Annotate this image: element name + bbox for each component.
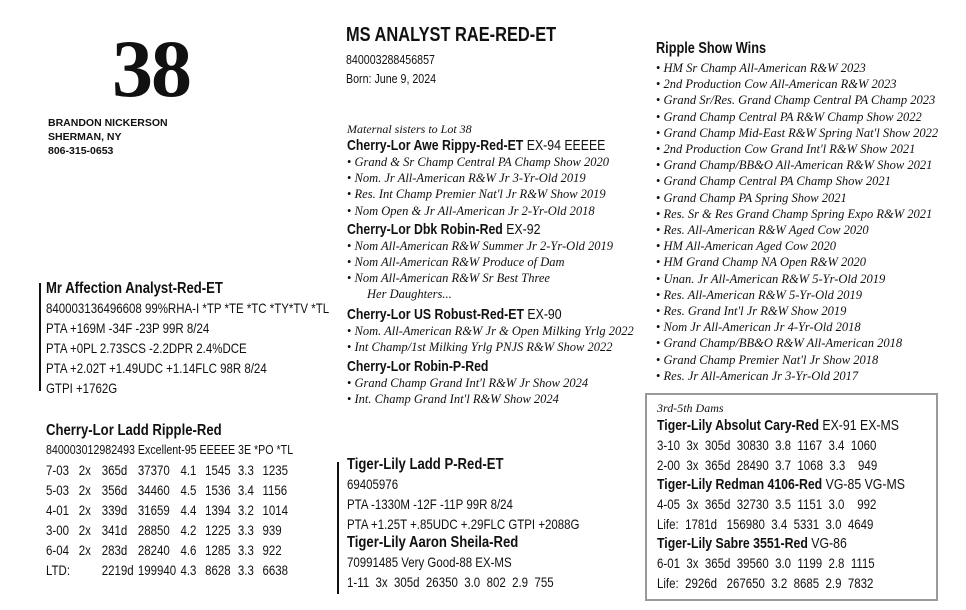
lactation-cell: 1235 [262, 462, 289, 478]
win-item: • Nom All-American R&W Summer Jr 2-Yr-Old 2019 [347, 239, 614, 253]
lactation-cell: 2x [78, 522, 91, 538]
win-item: • Grand Champ Grand Int'l R&W Jr Show 2024 [347, 376, 589, 390]
lactation-row [46, 480, 295, 500]
win-item: • Grand Sr/Res. Grand Champ Central PA Champ 2023 [656, 93, 936, 108]
mgd-dam-name: Tiger-Lily Aaron Sheila-Red [347, 534, 519, 551]
consignor-phone: 806-315-0653 [48, 145, 114, 157]
lactation-cell: 1536 [205, 482, 231, 498]
lactation-cell: 365d [101, 462, 128, 478]
lactation-cell [79, 560, 102, 580]
mgd-dam-line: 1-11 3x 305d 26350 3.0 802 2.9 755 [347, 574, 554, 590]
sister-name: Cherry-Lor Awe Rippy-Red-ET EX-94 EEEEE [347, 137, 606, 154]
dam-info: 840003012982493 Excellent-95 EEEEE 3E *PO *TL [46, 442, 294, 457]
mgd-bracket-line [337, 462, 339, 594]
win-item: • 2nd Production Cow Grand Int'l R&W Show 2021 [656, 142, 916, 157]
lactation-cell: 3.3 [237, 462, 254, 478]
mgd-block [347, 456, 579, 592]
lactation-cell: 939 [262, 522, 282, 538]
lactation-cell: 4.5 [180, 482, 197, 498]
sister-wins-list [347, 154, 662, 219]
sister-4 [347, 358, 588, 407]
win-item: • Grand Champ Central PA R&W Champ Show 2022 [656, 109, 922, 124]
win-item: • Int Champ/1st Milking Yrlg PNJS R&W Show 2022 [347, 340, 613, 355]
lactation-cell: 4.2 [180, 522, 197, 538]
lactation-cell: 4.6 [180, 542, 197, 558]
animal-registration: 840003288456857 [346, 52, 435, 67]
lactation-cell: 37370 [137, 462, 170, 478]
win-item: • Unan. Jr All-American R&W 5-Yr-Old 2019 [656, 271, 886, 286]
sister-1 [347, 137, 662, 219]
lactation-cell: 3-00 [46, 522, 69, 538]
dam-entry-name: Tiger-Lily Sabre 3551-Red VG-86 [657, 535, 847, 552]
lactation-cell: 3.4 [237, 482, 254, 498]
ripple-wins-list [656, 60, 938, 384]
dam-entry-record: Life: 2926d 267650 3.2 8685 2.9 7832 [657, 574, 874, 591]
lactation-cell: 7-03 [46, 462, 69, 478]
lactation-cell: 1014 [262, 502, 289, 518]
sister-wins-list [347, 238, 613, 287]
mgd-sire-line: 69405976 [347, 476, 399, 492]
sire-bracket-line [39, 283, 41, 391]
dam-name: Cherry-Lor Ladd Ripple-Red [46, 422, 222, 439]
dam-entry-record: 4-05 3x 365d 32730 3.5 1151 3.0 992 [657, 496, 877, 512]
mgd-sire-name: Tiger-Lily Ladd P-Red-ET [347, 456, 504, 473]
lactation-cell: 2x [78, 462, 91, 478]
lactation-row [46, 500, 295, 520]
lactation-cell: 3.3 [237, 522, 254, 538]
lactation-cell: 2219d [101, 562, 134, 578]
lactation-cell: 922 [262, 542, 282, 558]
animal-name: MS ANALYST RAE-RED-ET [346, 24, 557, 46]
sister-2 [347, 221, 613, 302]
sire-line: PTA +2.02T +1.49UDC +1.14FLC 98R 8/24 [46, 360, 267, 376]
lactation-row [46, 560, 295, 580]
maternal-sisters-heading: Maternal sisters to Lot 38 [347, 122, 472, 136]
daughters-label: Her Daughters... [367, 286, 452, 301]
lactation-cell: 1156 [262, 482, 288, 498]
mgd-sire-line: PTA -1330M -12F -11P 99R 8/24 [347, 496, 513, 512]
win-item: • Res. Int Champ Premier Nat'l Jr R&W Show 2019 [347, 187, 606, 202]
lot-number: 38 [112, 23, 190, 114]
win-item: • HM All-American Aged Cow 2020 [656, 239, 836, 254]
lactation-cell: 3.3 [237, 542, 254, 558]
sister-name: Cherry-Lor Dbk Robin-Red EX-92 [347, 221, 541, 238]
ripple-wins-title: Ripple Show Wins [656, 40, 767, 57]
win-item: • Res. Sr & Res Grand Champ Spring Expo R&W 2021 [656, 206, 933, 221]
win-item: • Res. All-American R&W 5-Yr-Old 2019 [656, 287, 862, 302]
lactation-cell: 2x [78, 502, 91, 518]
lactation-cell: 283d [101, 542, 128, 558]
animal-birthdate: Born: June 9, 2024 [346, 71, 437, 86]
dam-entry-record: 3-10 3x 305d 30830 3.8 1167 3.4 1060 [657, 437, 877, 453]
lactation-cell: 1545 [205, 462, 231, 478]
sister-3 [347, 306, 634, 355]
lactation-cell: 4.1 [180, 462, 197, 478]
lactation-cell: 3.3 [237, 562, 254, 578]
dam-entry-record: 2-00 3x 365d 28490 3.7 1068 3.3 949 [657, 456, 878, 473]
win-item: • Nom All-American R&W Sr Best Three [347, 271, 550, 286]
dam-block [46, 422, 295, 580]
lactation-row [46, 540, 295, 560]
lactation-cell: 199940 [137, 562, 177, 578]
consignor-name: BRANDON NICKERSON [48, 117, 168, 129]
dam-entry-record: 6-01 3x 365d 39560 3.0 1199 2.8 1115 [657, 555, 875, 571]
dam-entry-name: Tiger-Lily Redman 4106-Red VG-85 VG-MS [657, 476, 905, 493]
lactation-cell: 6-04 [46, 542, 69, 558]
win-item: • Nom Open & Jr All-American Jr 2-Yr-Old 2018 [347, 203, 595, 218]
dam-entry-name: Tiger-Lily Absolut Cary-Red EX-91 EX-MS [657, 417, 899, 434]
sister-wins-list [347, 323, 634, 355]
win-item: • Grand Champ/BB&O All-American R&W Show 2021 [656, 158, 933, 173]
win-item: • Res. Jr All-American Jr 3-Yr-Old 2017 [656, 368, 859, 383]
sire-line: PTA +0PL 2.73SCS -2.2DPR 2.4%DCE [46, 340, 247, 356]
lactation-cell: 341d [101, 522, 128, 538]
sire-name: Mr Affection Analyst-Red-ET [46, 280, 223, 297]
sire-line: GTPI +1762G [46, 380, 118, 396]
sister-name: Cherry-Lor Robin-P-Red [347, 358, 489, 375]
lactation-cell: 2x [78, 542, 91, 558]
lactation-cell: 28240 [137, 542, 170, 558]
win-item: • Nom. All-American R&W Jr & Open Milking Yrlg 2022 [347, 324, 634, 338]
ripple-show-wins [656, 40, 938, 384]
lactation-cell: 6638 [262, 562, 289, 578]
dams-box [645, 393, 938, 601]
dam-entry-record: Life: 1781d 156980 3.4 5331 3.0 4649 [657, 515, 874, 532]
win-item: • Res. Grand Int'l Jr R&W Show 2019 [656, 304, 847, 319]
consignor-info [48, 116, 168, 158]
dam-lactation-table [46, 460, 295, 580]
lactation-cell: 1394 [205, 502, 231, 518]
sire-block [46, 280, 329, 398]
win-item: • Nom Jr All-American Jr 4-Yr-Old 2018 [656, 320, 861, 335]
dams-box-content [657, 401, 959, 593]
lactation-cell: 1225 [205, 522, 231, 538]
win-item: • Nom. Jr All-American R&W Jr 3-Yr-Old 2019 [347, 171, 586, 186]
lactation-row [46, 460, 295, 480]
lactation-cell: 4.4 [180, 502, 197, 518]
dam-entry [657, 416, 905, 593]
win-item: • Nom All-American R&W Produce of Dam [347, 255, 565, 270]
lactation-cell: LTD: [46, 562, 71, 578]
win-item: • Grand Champ PA Spring Show 2021 [656, 190, 847, 205]
win-item: • Grand Champ Central PA Champ Show 2021 [656, 174, 891, 189]
consignor-location: SHERMAN, NY [48, 131, 122, 143]
win-item: • Res. All-American R&W Aged Cow 2020 [656, 223, 869, 238]
sister-name: Cherry-Lor US Robust-Red-ET EX-90 [347, 306, 562, 323]
win-item: • Grand Champ Mid-East R&W Spring Nat'l Show 2022 [656, 125, 939, 140]
sister-wins-list [347, 375, 588, 407]
win-item: • 2nd Production Cow All-American R&W 2023 [656, 77, 897, 92]
win-item: • Grand Champ/BB&O R&W All-American 2018 [656, 336, 903, 351]
win-item: • HM Sr Champ All-American R&W 2023 [656, 61, 866, 75]
lactation-cell: 4.3 [180, 562, 197, 578]
lactation-cell: 28850 [137, 522, 170, 538]
win-item: • Int. Champ Grand Int'l R&W Show 2024 [347, 392, 559, 407]
lactation-row [46, 520, 295, 540]
lactation-cell: 4-01 [46, 502, 69, 518]
win-item: • Grand Champ Premier Nat'l Jr Show 2018 [656, 352, 879, 367]
lactation-cell: 2x [78, 482, 91, 498]
lactation-cell: 8628 [205, 562, 231, 578]
mgd-dam-line: 70991485 Very Good-88 EX-MS [347, 554, 512, 570]
lactation-cell: 31659 [137, 502, 170, 518]
lactation-cell: 34460 [137, 482, 170, 498]
sire-line: PTA +169M -34F -23P 99R 8/24 [46, 320, 210, 336]
win-item: • Grand & Sr Champ Central PA Champ Show 2020 [347, 155, 609, 169]
win-item: • HM Grand Champ NA Open R&W 2020 [656, 255, 867, 270]
lactation-cell: 1285 [205, 542, 231, 558]
lactation-cell: 5-03 [46, 482, 69, 498]
lactation-cell: 3.2 [237, 502, 254, 518]
dams-box-heading: 3rd-5th Dams [657, 401, 724, 415]
lactation-cell: 339d [101, 502, 128, 518]
sire-line: 840003136496608 99%RHA-I *TP *TE *TC *TY*TV *TL [46, 300, 330, 316]
lactation-cell: 356d [101, 482, 128, 498]
mgd-sire-line: PTA +1.25T +.85UDC +.29FLC GTPI +2088G [347, 516, 580, 532]
